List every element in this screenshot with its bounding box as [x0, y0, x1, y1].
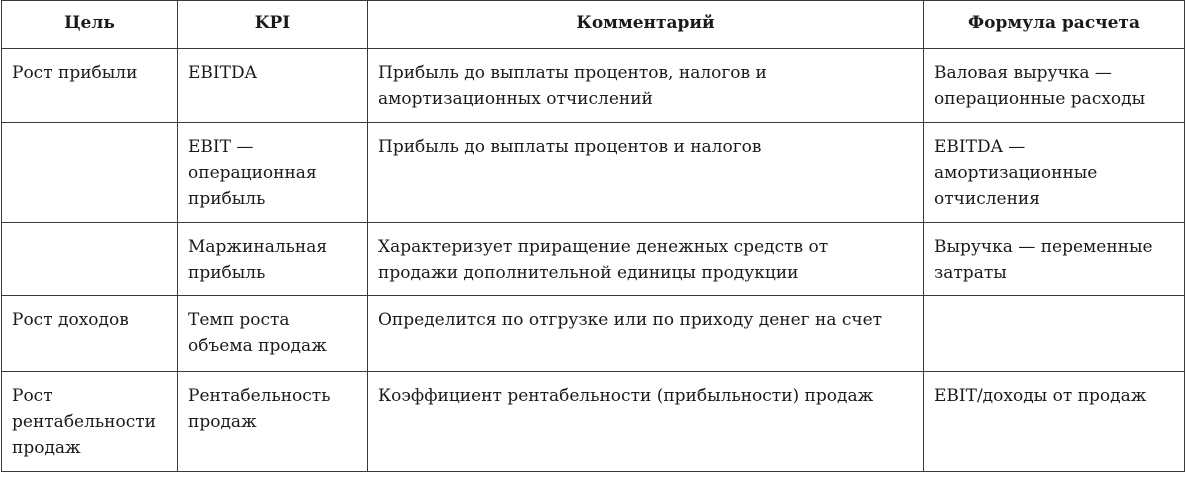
- header-comment: Комментарий: [368, 1, 924, 49]
- cell-goal: Рост рентабельности продаж: [2, 372, 178, 472]
- cell-formula: EBIT/доходы от продаж: [924, 372, 1185, 472]
- cell-comment: Коэффициент рентабельности (прибыльности) продаж: [368, 372, 924, 472]
- cell-goal: Рост прибыли: [2, 49, 178, 123]
- cell-kpi: Рентабельность продаж: [178, 372, 368, 472]
- table-header: [2, 1, 1185, 49]
- header-row: [2, 1, 1185, 49]
- cell-comment: Прибыль до выплаты процентов, налогов и амортизационных отчислений: [368, 49, 924, 123]
- table-row: [2, 296, 1185, 372]
- cell-kpi: Темп роста объема продаж: [178, 296, 368, 372]
- cell-kpi: Маржинальная прибыль: [178, 223, 368, 296]
- cell-goal: [2, 223, 178, 296]
- cell-formula: Валовая выручка — операционные расходы: [924, 49, 1185, 123]
- cell-goal: Рост доходов: [2, 296, 178, 372]
- cell-goal: [2, 123, 178, 223]
- cell-comment: Определится по отгрузке или по приходу денег на счет: [368, 296, 924, 372]
- kpi-table: [1, 0, 1185, 472]
- cell-kpi: EBIT — операционная прибыль: [178, 123, 368, 223]
- header-kpi: KPI: [178, 1, 368, 49]
- table-row: [2, 223, 1185, 296]
- cell-formula: EBITDA — амортизационные отчисления: [924, 123, 1185, 223]
- table-row: [2, 49, 1185, 123]
- table-body: [2, 49, 1185, 472]
- table-row: [2, 372, 1185, 472]
- cell-comment: Характеризует приращение денежных средств от продажи дополнительной единицы продукции: [368, 223, 924, 296]
- cell-formula: Выручка — переменные затраты: [924, 223, 1185, 296]
- cell-comment: Прибыль до выплаты процентов и налогов: [368, 123, 924, 223]
- table-row: [2, 123, 1185, 223]
- cell-kpi: EBITDA: [178, 49, 368, 123]
- header-formula: Формула расчета: [924, 1, 1185, 49]
- header-goal: Цель: [2, 1, 178, 49]
- cell-formula: [924, 296, 1185, 372]
